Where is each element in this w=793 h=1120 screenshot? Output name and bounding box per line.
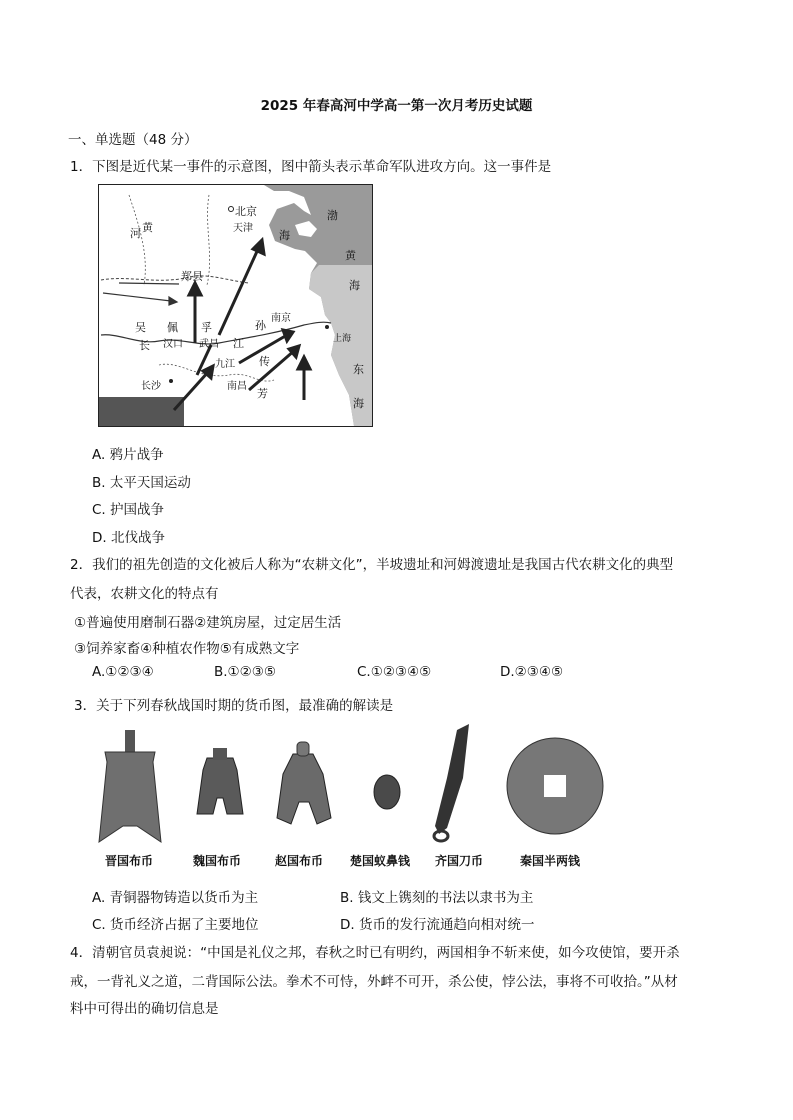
map-label-jiujiang: 九江 [215, 359, 235, 370]
q3-option-b[interactable]: B. 钱文上镌刻的书法以隶书为主 [340, 890, 534, 906]
q2-option-c[interactable]: C.①②③④⑤ [357, 664, 432, 680]
q2-option-d[interactable]: D.②③④⑤ [500, 664, 564, 680]
q3-option-c[interactable]: C. 货币经济占据了主要地位 [92, 917, 259, 933]
wei-spade-coin [197, 748, 243, 814]
q3-option-a[interactable]: A. 青铜器物铸造以货币为主 [92, 890, 259, 906]
exam-title: 2025 年春高河中学高一第一次月考历史试题 [260, 98, 533, 114]
q3-option-d[interactable]: D. 货币的发行流通趋向相对统一 [340, 917, 535, 933]
coins-drawing [95, 718, 615, 843]
section-heading: 一、单选题（48 分） [68, 132, 198, 148]
q1-option-c[interactable]: C. 护国战争 [92, 502, 165, 518]
map-label-dong: 东 [353, 363, 364, 376]
map-label-pei: 佩 [167, 321, 178, 334]
map-label-wu: 吴 [135, 321, 146, 334]
map-label-nanchang: 南昌 [227, 381, 247, 392]
jin-spade-coin [99, 730, 161, 842]
q2-option-a[interactable]: A.①②③④ [92, 664, 154, 680]
q1-map [98, 184, 373, 427]
map-label-jiang: 江 [233, 337, 244, 350]
map-label-fang: 芳 [257, 387, 268, 400]
qi-knife-coin [434, 724, 469, 841]
caption-jin: 晋国布币 [105, 854, 154, 868]
caption-chu: 楚国蚁鼻钱 [350, 854, 411, 868]
q4-line2: 戒，一背礼义之道，二背国际公法。拳术不可恃，外衅不可开，杀公使，悖公法，事将不可收拾。”从材 [70, 974, 678, 990]
q1-option-b[interactable]: B. 太平天国运动 [92, 475, 191, 491]
q4-line3: 料中可得出的确切信息是 [70, 1001, 219, 1017]
map-label-sun: 孙 [255, 319, 266, 332]
map-label-huang2: 黄 [345, 249, 356, 262]
map-label-wuchang: 武昌 [199, 339, 219, 350]
map-label-hankou: 汉口 [163, 339, 183, 350]
map-label-nanjing: 南京 [271, 313, 291, 324]
map-label-hai2: 海 [349, 279, 360, 292]
chu-ant-nose-coin [374, 775, 400, 809]
q1-option-d[interactable]: D. 北伐战争 [92, 530, 165, 546]
q2-stem-line2: 代表，农耕文化的特点有 [70, 586, 219, 602]
map-label-zhengxian: 郑县 [181, 270, 203, 283]
caption-qi: 齐国刀币 [435, 854, 484, 868]
coins-figure [95, 718, 615, 868]
map-label-fu: 孚 [201, 321, 212, 334]
map-label-hai: 海 [279, 229, 290, 242]
map-label-bo: 渤 [327, 209, 338, 222]
q3-stem: 3．关于下列春秋战国时期的货币图，最准确的解读是 [74, 698, 394, 714]
map-label-tianjin: 天津 [233, 223, 253, 234]
map-label-he: 河 [130, 227, 141, 240]
q2-option-b[interactable]: B.①②③⑤ [214, 664, 276, 680]
caption-wei: 魏国布币 [193, 854, 242, 868]
zhao-spade-coin [277, 742, 331, 824]
map-label-shanghai: 上海 [333, 334, 352, 344]
qin-banliang-coin [507, 738, 603, 834]
caption-qin: 秦国半两钱 [520, 854, 581, 868]
map-label-changsha: 长沙 [141, 381, 161, 392]
map-label-chuan: 传 [259, 355, 270, 368]
map-label-chang: 长 [139, 339, 150, 352]
q2-items-line2: ③饲养家畜④种植农作物⑤有成熟文字 [74, 641, 300, 657]
q1-stem: 1．下图是近代某一事件的示意图，图中箭头表示革命军队进攻方向。这一事件是 [70, 159, 552, 175]
q4-line1: 4．清朝官员袁昶说：“中国是礼仪之邦，春秋之时已有明约，两国相争不斩来使，如今攻使馆，要开杀 [70, 945, 680, 961]
map-label-beijing: 北京 [235, 205, 257, 218]
q2-items-line1: ①普遍使用磨制石器②建筑房屋，过定居生活 [74, 615, 342, 631]
q2-stem-line1: 2．我们的祖先创造的文化被后人称为“农耕文化”，半坡遗址和河姆渡遗址是我国古代农耕文化的典型 [70, 557, 674, 573]
map-label-huang: 黄 [142, 221, 153, 234]
map-label-hai3: 海 [353, 397, 364, 410]
q1-option-a[interactable]: A. 鸦片战争 [92, 447, 164, 463]
caption-zhao: 赵国布币 [275, 854, 324, 868]
